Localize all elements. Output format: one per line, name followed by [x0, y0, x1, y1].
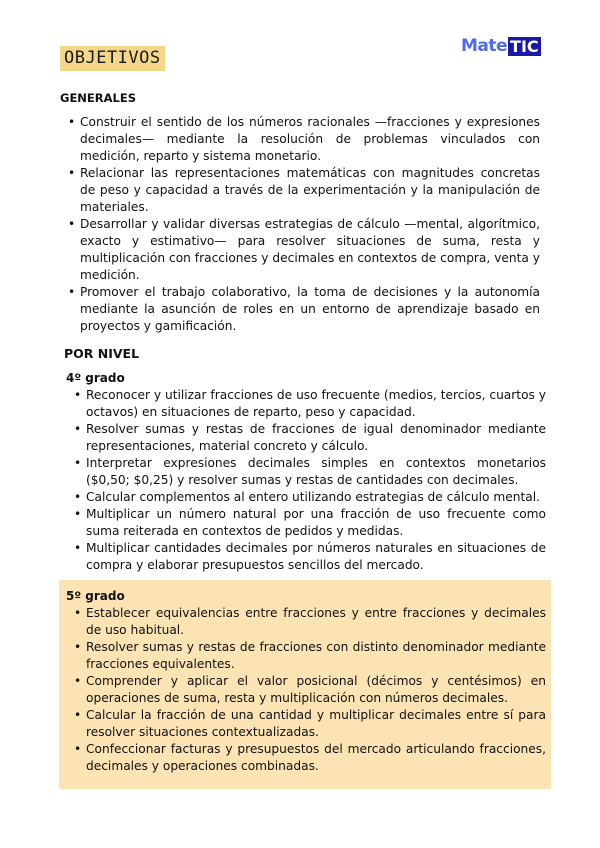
logo-text-mate: Mate	[461, 36, 508, 56]
grade5-list	[70, 605, 546, 775]
list-item: • Relacionar las representaciones matemáticas con magnitudes concretas de peso y capacidad a través de la experimentación y la manipulación de materiales.	[64, 165, 540, 216]
grade5-heading: 5º grado	[66, 589, 125, 603]
list-item: • Multiplicar cantidades decimales por números naturales en situaciones de compra y elaborar presupuestos sencillos del mercado.	[70, 540, 546, 574]
list-item: • Multiplicar un número natural por una fracción de uso frecuente como suma reiterada en contextos de pedidos y medidas.	[70, 506, 546, 540]
logo-text-tic: TIC	[510, 36, 539, 56]
list-item: • Calcular complementos al entero utilizando estrategias de cálculo mental.	[70, 489, 546, 506]
por-nivel-heading: POR NIVEL	[64, 346, 140, 361]
list-item: • Confeccionar facturas y presupuestos del mercado articulando fracciones, decimales y operaciones combinadas.	[70, 741, 546, 775]
list-item: • Promover el trabajo colaborativo, la toma de decisiones y la autonomía mediante la asunción de roles en un entorno de aprendizaje basado en proyectos y gamificación.	[64, 284, 540, 335]
list-item: • Construir el sentido de los números racionales —fracciones y expresiones decimales— mediante la resolución de problemas vinculados con medición, reparto y sistema monetario.	[64, 114, 540, 165]
generales-heading: GENERALES	[60, 91, 136, 105]
list-item: • Resolver sumas y restas de fracciones con distinto denominador mediante fracciones equivalentes.	[70, 639, 546, 673]
grade4-list	[70, 387, 546, 574]
grade4-heading: 4º grado	[66, 371, 125, 385]
list-item: • Establecer equivalencias entre fracciones y entre fracciones y decimales de uso habitual.	[70, 605, 546, 639]
list-item: • Desarrollar y validar diversas estrategias de cálculo —mental, algorítmico, exacto y estimativo— para resolver situaciones de suma, resta y multiplicación con fracciones y decimales en contextos de compra, venta y medición.	[64, 216, 540, 284]
list-item: • Interpretar expresiones decimales simples en contextos monetarios ($0,50; $0,25) y resolver sumas y restas de cantidades con decimales.	[70, 455, 546, 489]
list-item: • Comprender y aplicar el valor posicional (décimos y centésimos) en operaciones de suma, resta y multiplicación con números decimales.	[70, 673, 546, 707]
list-item: • Resolver sumas y restas de fracciones de igual denominador mediante representaciones, material concreto y cálculo.	[70, 421, 546, 455]
generales-list	[64, 114, 540, 335]
matetic-logo	[461, 36, 541, 56]
list-item: • Calcular la fracción de una cantidad y multiplicar decimales entre sí para resolver situaciones contextualizadas.	[70, 707, 546, 741]
list-item: • Reconocer y utilizar fracciones de uso frecuente (medios, tercios, cuartos y octavos) en situaciones de reparto, peso y capacidad.	[70, 387, 546, 421]
page-title: OBJETIVOS	[60, 46, 165, 71]
